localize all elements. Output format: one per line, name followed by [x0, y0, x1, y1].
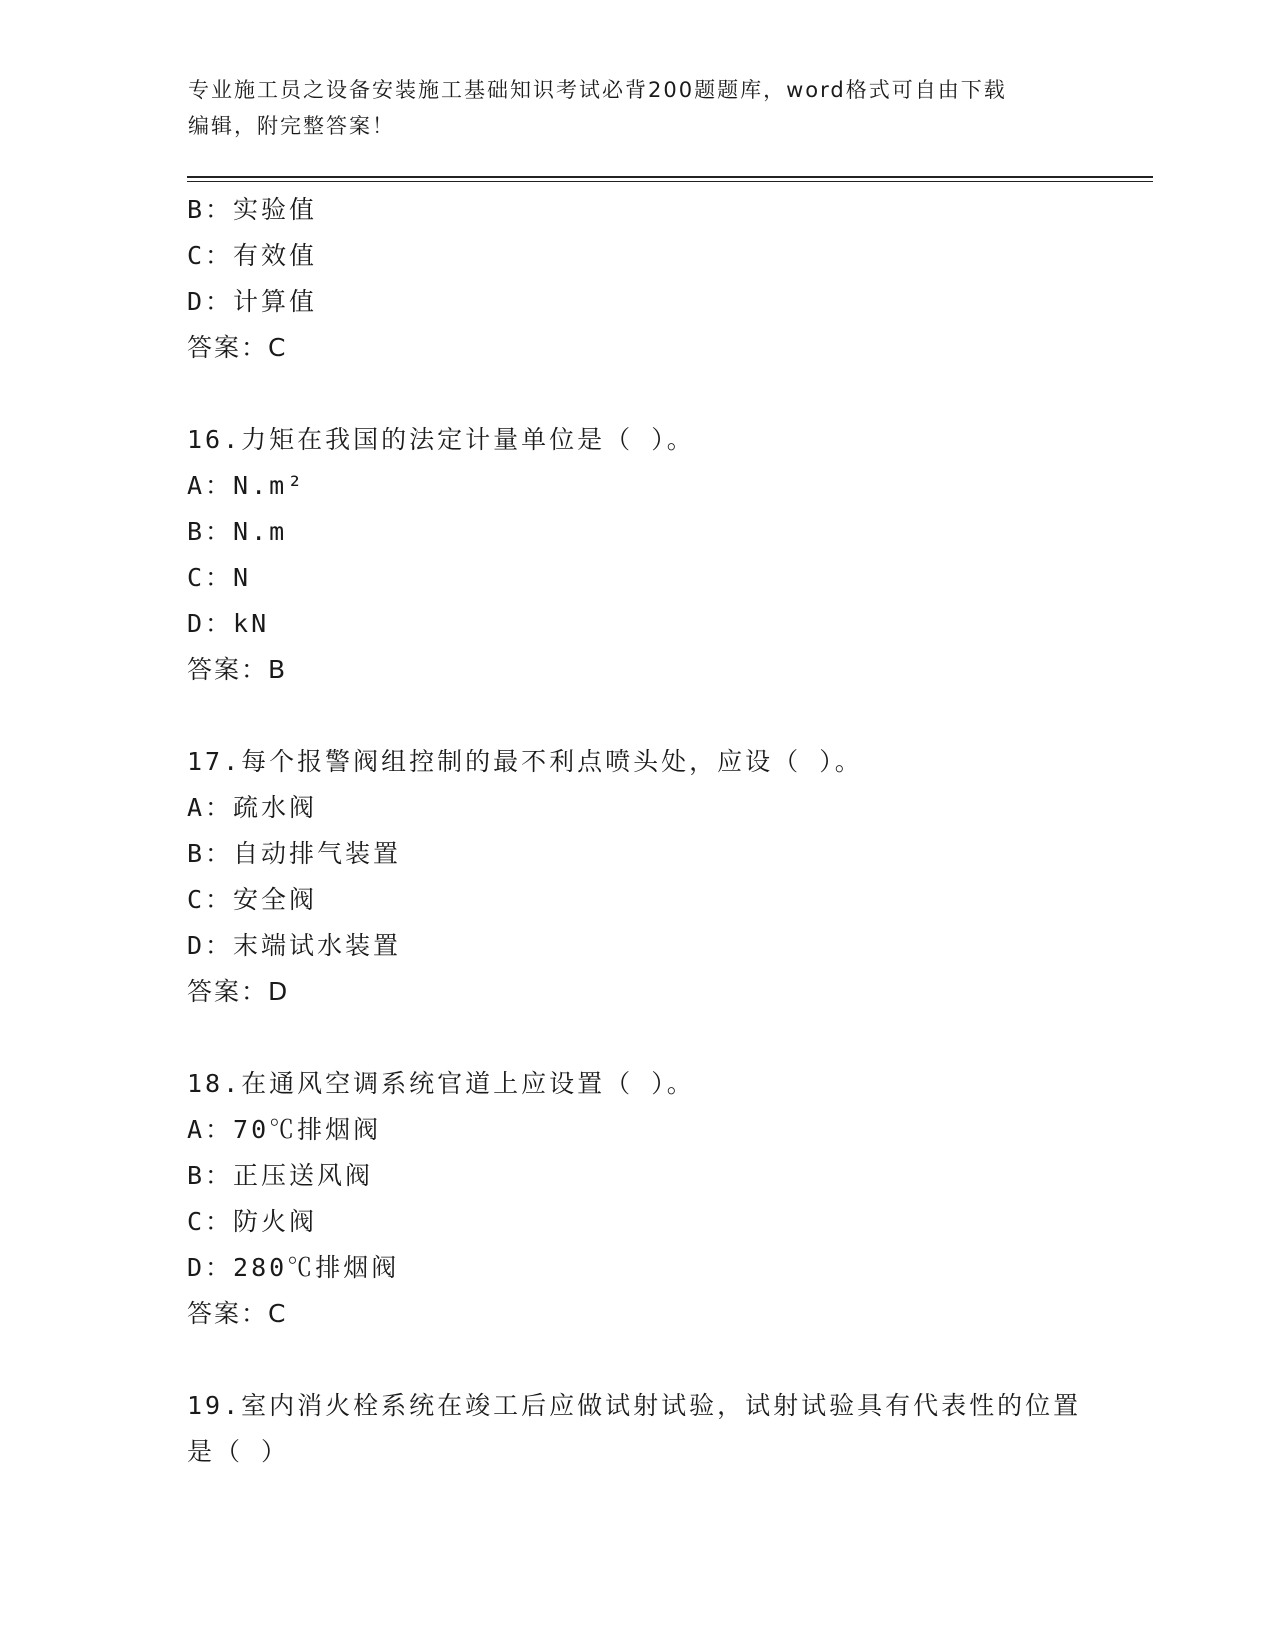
option-a: A：70℃排烟阀 [187, 1115, 382, 1144]
option-b: B：正压送风阀 [187, 1161, 374, 1190]
document-header [188, 72, 1068, 144]
header-title-line-1: 专业施工员之设备安装施工基础知识考试必背200题题库，word格式可自由下载 [188, 78, 1007, 102]
header-divider-thin [187, 181, 1153, 182]
option-b: B：实验值 [187, 195, 318, 224]
option-a: A：疏水阀 [187, 793, 318, 822]
option-c: C：有效值 [187, 241, 318, 270]
option-d: D：kN [187, 609, 270, 638]
option-c: C：N [187, 563, 252, 592]
question-list [187, 187, 1087, 1475]
option-c: C：安全阀 [187, 885, 318, 914]
option-c: C：防火阀 [187, 1207, 318, 1236]
question-text: 18.在通风空调系统官道上应设置（ ）。 [187, 1069, 695, 1098]
question-text: 19.室内消火栓系统在竣工后应做试射试验，试射试验具有代表性的位置是（ ） [187, 1391, 1082, 1466]
question-text: 17.每个报警阀组控制的最不利点喷头处，应设（ ）。 [187, 747, 863, 776]
header-divider-thick [187, 176, 1153, 178]
answer-line: 答案：C [187, 333, 288, 362]
option-b: B：N.m [187, 517, 288, 546]
option-d: D：末端试水装置 [187, 931, 402, 960]
answer-line: 答案：B [187, 655, 288, 684]
option-d: D：计算值 [187, 287, 318, 316]
header-title-line-2: 编辑，附完整答案！ [188, 114, 395, 138]
answer-line: 答案：D [187, 977, 290, 1006]
option-a: A：N.m² [187, 471, 306, 500]
question-text: 16.力矩在我国的法定计量单位是（ ）。 [187, 425, 695, 454]
option-d: D：280℃排烟阀 [187, 1253, 400, 1282]
option-b: B：自动排气装置 [187, 839, 402, 868]
answer-line: 答案：C [187, 1299, 288, 1328]
